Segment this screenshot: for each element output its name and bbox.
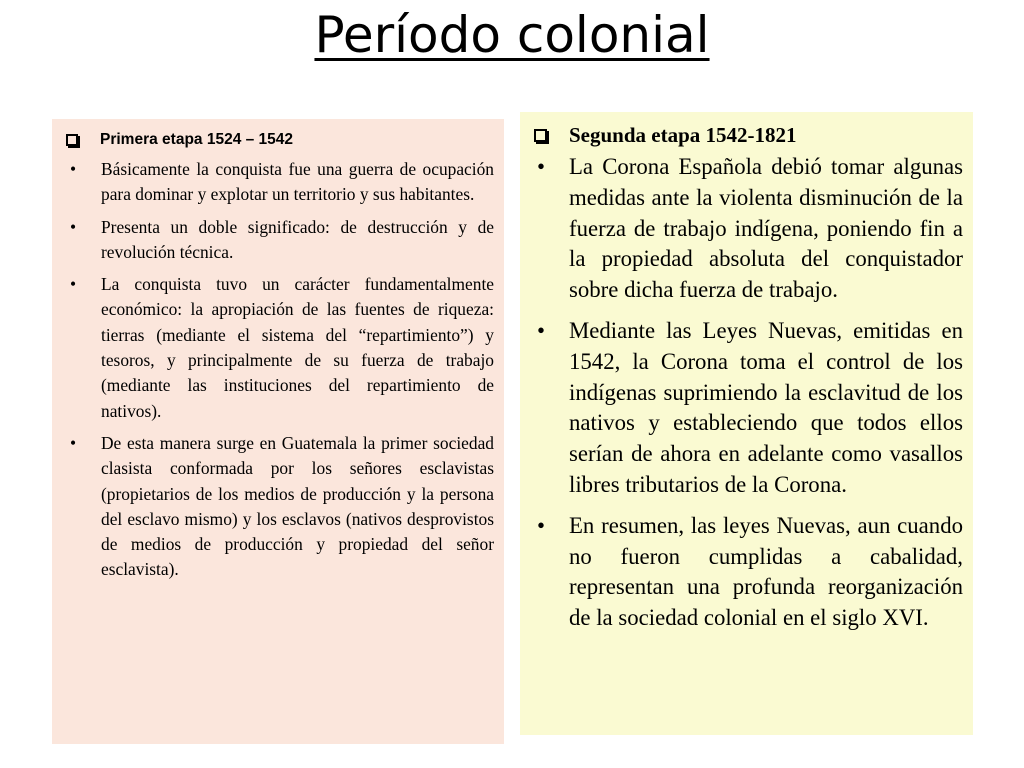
second-stage-heading [534, 120, 963, 150]
checkbox-bullet-icon [534, 129, 547, 142]
first-stage-heading [66, 125, 494, 155]
first-stage-panel [52, 119, 504, 744]
checkbox-bullet-icon [66, 134, 78, 146]
list-item: • Mediante las Leyes Nuevas, emitidas en 1542, la Corona toma el control de los indígenas suprimiendo la esclavitud de los nativos y estableciendo que todos ellos serían de ahora en adelante como vasallos libres tributarios de la Corona. [537, 317, 963, 497]
bullet-icon: • [70, 274, 77, 295]
second-stage-panel [520, 112, 973, 735]
list-item: • Presenta un doble significado: de destrucción y de revolución técnica. [70, 216, 494, 262]
bullet-icon: • [537, 317, 545, 343]
bullet-icon: • [537, 512, 545, 538]
bullet-icon: • [537, 154, 545, 179]
list-item: • En resumen, las leyes Nuevas, aun cuando no fueron cumplidas a cabalidad, representan una profunda reorganización de la sociedad colonial en el siglo XVI. [537, 512, 963, 631]
first-stage-heading-text: Primera etapa 1524 – 1542 [100, 131, 294, 148]
first-stage-list [66, 157, 494, 583]
bullet-icon: • [70, 159, 77, 179]
bullet-icon: • [70, 432, 77, 453]
bullet-icon: • [70, 216, 77, 237]
slide-title: Período colonial [314, 6, 710, 64]
list-item: • La conquista tuvo un carácter fundamentalmente económico: la apropiación de las fuentes de riqueza: tierras (mediante el sistema del “repartimiento”) y tesoros, y principalmente de su fuerza de trabajo (mediante las instituciones del repartimiento de nativos). [70, 274, 494, 421]
list-item: • Básicamente la conquista fue una guerra de ocupación para dominar y explotar un territorio y sus habitantes. [70, 159, 494, 205]
list-item: • La Corona Española debió tomar algunas medidas ante la violenta disminución de la fuerza de trabajo indígena, poniendo fin a la propiedad absoluta del conquistador sobre dicha fuerza de trabajo. [537, 154, 963, 303]
second-stage-heading-text: Segunda etapa 1542-1821 [569, 122, 797, 147]
list-item: • De esta manera surge en Guatemala la primer sociedad clasista conformada por los señores esclavistas (propietarios de los medios de producción y la persona del esclavo mismo) y los esclavos (nativos desprovistos de medios de producción y propiedad del señor esclavista). [70, 432, 494, 580]
second-stage-list [534, 152, 963, 634]
